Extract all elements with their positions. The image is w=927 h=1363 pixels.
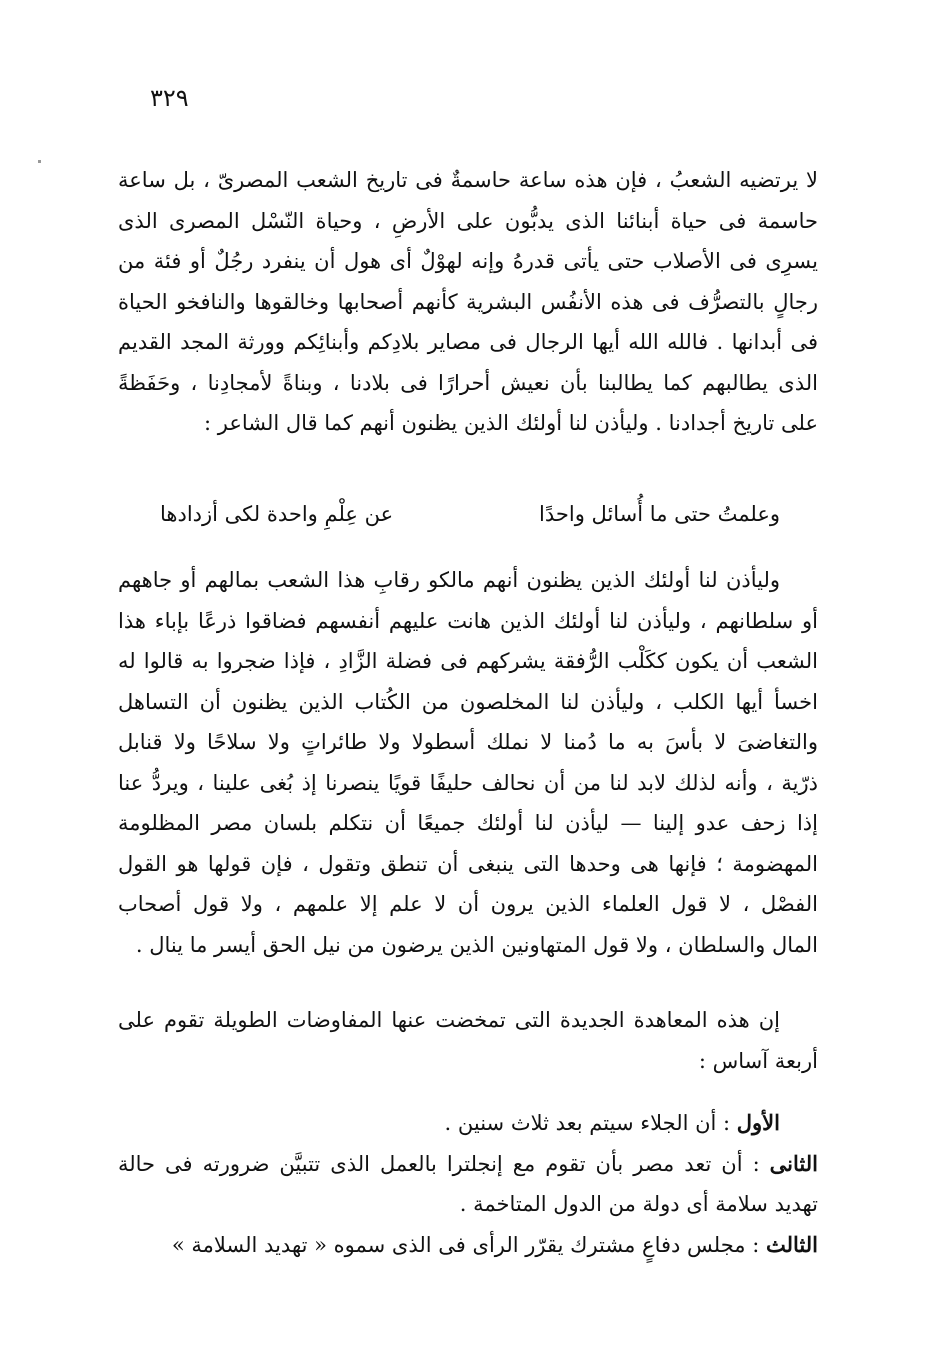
point-text: : أن الجلاء سيتم بعد ثلاث سنين .	[444, 1111, 737, 1135]
numbered-points	[118, 1103, 818, 1265]
text-line: حاسمة فى حياة أبنائنا الذى يدبُّون على الأرضِ ، وحياة النّسْل المصرى الذى	[118, 208, 818, 233]
text-line: أو سلطانهم ، وليأذن لنا أولئك الذين هانت عليهم أنفسهم فضاقوا ذرعًا بإباء هذا	[118, 608, 818, 633]
text-line: الذى يطالبهم كما يطالبنا بأن نعيش أحرارًا فى بلادنا ، وبناةً لأمجادِنا ، وحَفَظةً	[118, 370, 818, 395]
page-number: ٣٢٩	[150, 84, 189, 112]
verse-first-hemistich: وعلمتُ حتى ما أُسائل واحدًا	[539, 502, 780, 526]
text-line: لا يرتضيه الشعبُ ، فإن هذه ساعة حاسمةٌ فى تاريخ الشعب المصرىّ ، بل ساعة	[118, 168, 818, 192]
paragraph-1	[118, 160, 818, 444]
text-line: فى أبدانها . فالله الله أيها الرجال فى مصاير بلادِكم وأبنائِكم وورثة المجد القديم	[118, 330, 818, 354]
verse-second-hemistich: عن عِلْمِ واحدة لكى أزدادها	[160, 502, 394, 526]
point-text: : مجلس دفاعٍ مشترك يقرّر الرأى فى الذى سموه « تهديد السلامة »	[171, 1232, 766, 1257]
text-line: يسرِى فى الأصلاب حتى يأتى قدرهُ وإنه لهوْلٌ أى هول أن ينفرد رجُلٌ أو فئة من	[118, 249, 818, 273]
point-text: : أن تعد مصر بأن تقوم مع إنجلترا بالعمل الذى تتبيَّن ضرورته فى حالة	[118, 1151, 770, 1176]
text-line: المال والسلطان ، ولا قول المتهاونين الذين يرضون من نيل الحق أيسر ما ينال .	[135, 932, 818, 957]
text-line: رجالٍ بالتصرُّف فى هذه الأنفُس البشرية كأنهم أصحابها وخالقوها والنافخو الحياة	[118, 289, 818, 314]
text-line: وليأذن لنا أولئك الذين يظنون أنهم مالكو رقابِ هذا الشعب بمالهم أو جاههم	[118, 568, 780, 592]
text-line: المهضومة ؛ فإنها هى وحدها التى ينبغى أن تنطق وتقول ، فإن قولها هو القول	[118, 851, 818, 876]
text-line: والتغاضىَ لا بأسَ به ما دُمنا لا نملك أسطولا ولا طائراتٍ ولا سلاحًا ولا قنابل	[118, 730, 818, 754]
text-line: أربعة آساس :	[698, 1048, 818, 1073]
text-line: إذا زحف عدو إلينا — ليأذن لنا أولئك جميعًا أن نتكلم بلسان مصر المظلومة	[118, 811, 818, 835]
text-line: ذرّية ، وأنه لذلك لابد لنا من أن نحالف حليفًا قويًا ينصرنا إذ بُغى علينا ، ويردُّ عنا	[118, 770, 818, 795]
point-label: الثالث	[766, 1231, 818, 1257]
text-line: على تاريخ أجدادنا . وليأذن لنا أولئك الذين يظنون أنهم كما قال الشاعر :	[204, 411, 818, 435]
paragraph-2	[118, 560, 818, 965]
text-line: الشعب أن يكون ككَلْب الرُّفقة يشركهم فى فضلة الزَّادِ ، فإذا ضجروا به قالوا له	[118, 649, 818, 673]
point-label: الأول	[736, 1110, 780, 1135]
text-line: الفصْل ، لا قول العلماء الذين يرون أن لا علم إلا علمهم ، ولا قول أصحاب	[118, 892, 818, 916]
point-label: الثانى	[769, 1150, 818, 1176]
point-first	[118, 1103, 818, 1144]
text-line: اخسأ أيها الكلب ، وليأذن لنا المخلصون من الكُتاب الذين يظنون أن التساهل	[118, 689, 818, 714]
point-second-continuation: تهديد سلامة أى دولة من الدول المتاخمة .	[459, 1192, 818, 1216]
scan-speck	[38, 160, 41, 163]
point-second	[118, 1144, 818, 1185]
point-third	[118, 1225, 818, 1266]
paragraph-3	[118, 1000, 818, 1081]
text-line: إن هذه المعاهدة الجديدة التى تمخضت عنها المفاوضات الطويلة تقوم على	[118, 1008, 780, 1032]
poetry-verse	[160, 494, 780, 534]
